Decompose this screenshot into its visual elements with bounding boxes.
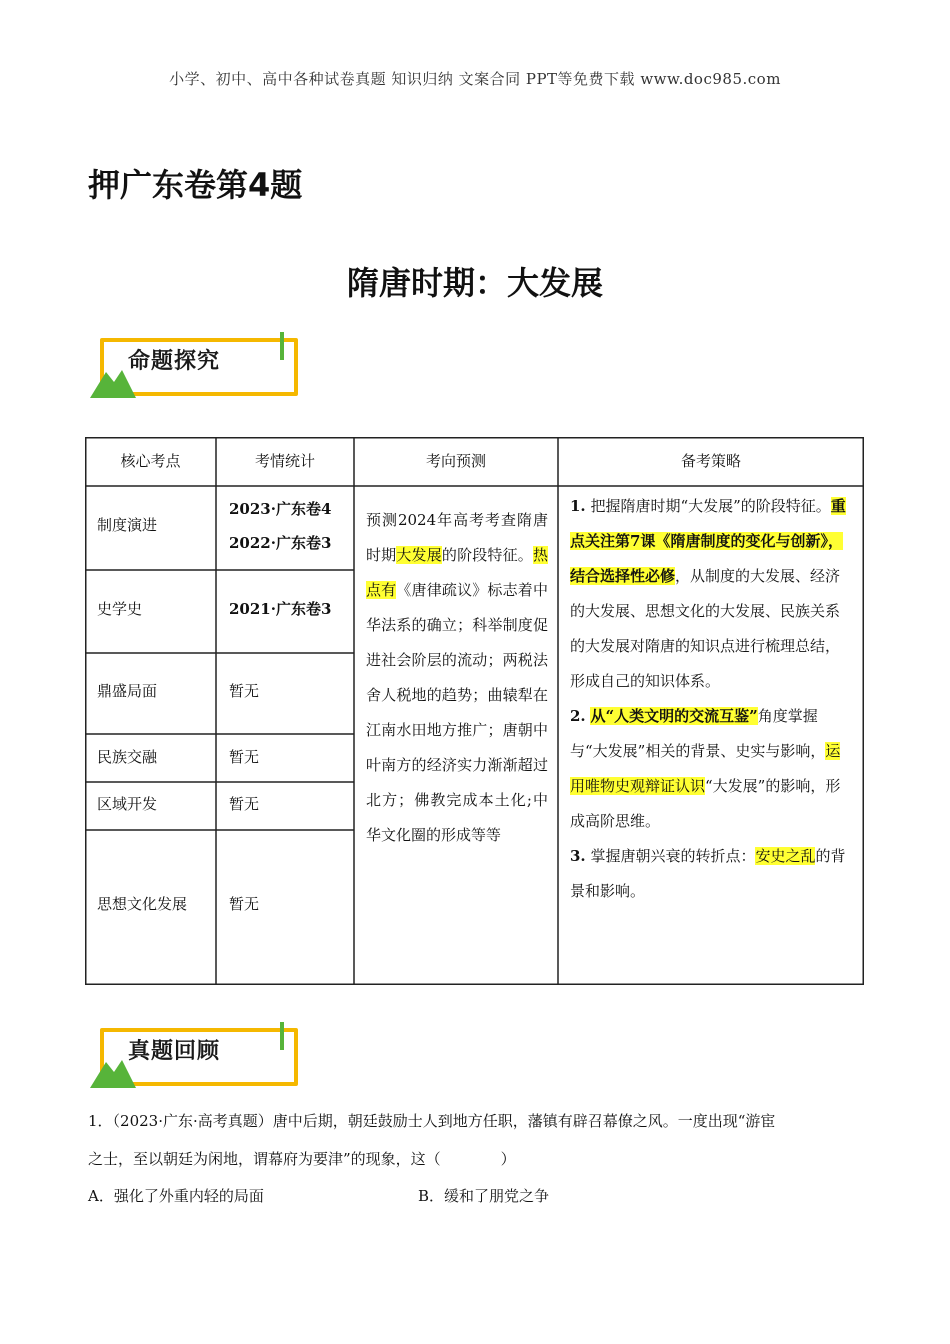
option-b: B．缓和了朋党之争 [418, 1187, 550, 1205]
strategy-part: “大发展”的影响，形成高阶思维。 [570, 777, 841, 830]
topic-cell: 鼎盛局面 [97, 682, 158, 700]
page-title: 押广东卷第4题 [88, 166, 303, 204]
strategy-highlight: 安史之乱 [755, 847, 816, 865]
forecast-part: 的阶段特征。 [441, 546, 533, 564]
topic-cell: 史学史 [97, 600, 143, 618]
header-strategy: 备考策略 [680, 452, 741, 470]
stat-cell: 暂无 [229, 748, 260, 766]
topic-cell: 思想文化发展 [97, 895, 188, 913]
strategy-number: 3. [570, 847, 586, 865]
page-header: 小学、初中、高中各种试卷真题 知识归纳 文案合同 PPT等免费下载 www.doc985.com [169, 70, 781, 88]
page-subtitle: 隋唐时期：大发展 [346, 264, 603, 302]
topic-cell: 制度演进 [97, 516, 158, 534]
strategy-part: 角度掌握与“大发展”相关的背景、史实与影响， [570, 707, 826, 760]
strategy-part: 掌握唐朝兴衰的转折点： [590, 847, 756, 865]
topic-cell: 民族交融 [97, 748, 158, 766]
section-badge-explore [88, 330, 298, 400]
forecast-highlight: 热点有 [366, 546, 548, 599]
header-exam-stats: 考情统计 [254, 452, 315, 470]
forecast-text [366, 503, 548, 853]
strategy-part: 把握隋唐时期“大发展”的阶段特征。 [590, 497, 831, 515]
strategy-part: ，从制度的大发展、经济的大发展、思想文化的大发展、民族关系的大发展对隋唐的知识点进行梳理总结，形成自己的知识体系。 [570, 567, 841, 690]
strategy-number: 1. [570, 497, 586, 515]
exam-analysis-table [85, 437, 864, 985]
strategy-text [570, 489, 854, 909]
stat-cell: 2022·广东卷3 [229, 534, 332, 552]
strategy-highlight: 重点关注第7课《隋唐制度的变化与创新》，结合选择性必修 [570, 497, 846, 585]
forecast-highlight: 大发展 [396, 546, 442, 564]
stat-cell: 暂无 [229, 682, 260, 700]
section-label-review: 真题回顾 [128, 1039, 221, 1064]
question-line-1: 1．（2023·广东·高考真题）唐中后期，朝廷鼓励士人到地方任职，藩镇有辟召幕僚之风。一度出现“游宦 [88, 1112, 776, 1130]
strategy-part: 的背景和影响。 [570, 847, 846, 900]
badge-tick [280, 1022, 284, 1050]
badge-tick [280, 332, 284, 360]
section-badge-review [88, 1020, 298, 1090]
strategy-number: 2. [570, 707, 586, 725]
strategy-highlight: 从“人类文明的交流互鉴” [590, 707, 758, 725]
stat-cell: 2021·广东卷3 [229, 600, 332, 618]
question-line-2: 之士，至以朝廷为闲地，谓幕府为要津”的现象，这（ ） [88, 1150, 516, 1168]
strategy-highlight: 运用唯物史观辩证认识 [570, 742, 841, 795]
stat-cell: 暂无 [229, 895, 260, 913]
header-core-topic: 核心考点 [120, 452, 181, 470]
forecast-part: 预测2024年高考考查隋唐时期 [366, 511, 548, 564]
stat-cell: 暂无 [229, 795, 260, 813]
header-forecast: 考向预测 [425, 452, 486, 470]
forecast-part: 《唐律疏议》标志着中华法系的确立；科举制度促进社会阶层的流动；两税法舍人税地的趋势；曲辕犁在江南水田地方推广；唐朝中叶南方的经济实力渐渐超过北方；佛教完成本土化;中华文化圈的形成等等 [366, 581, 548, 844]
topic-cell: 区域开发 [97, 795, 158, 813]
section-label-explore: 命题探究 [128, 349, 221, 374]
stat-cell: 2023·广东卷4 [229, 500, 332, 518]
option-a: A．强化了外重内轻的局面 [88, 1187, 264, 1205]
